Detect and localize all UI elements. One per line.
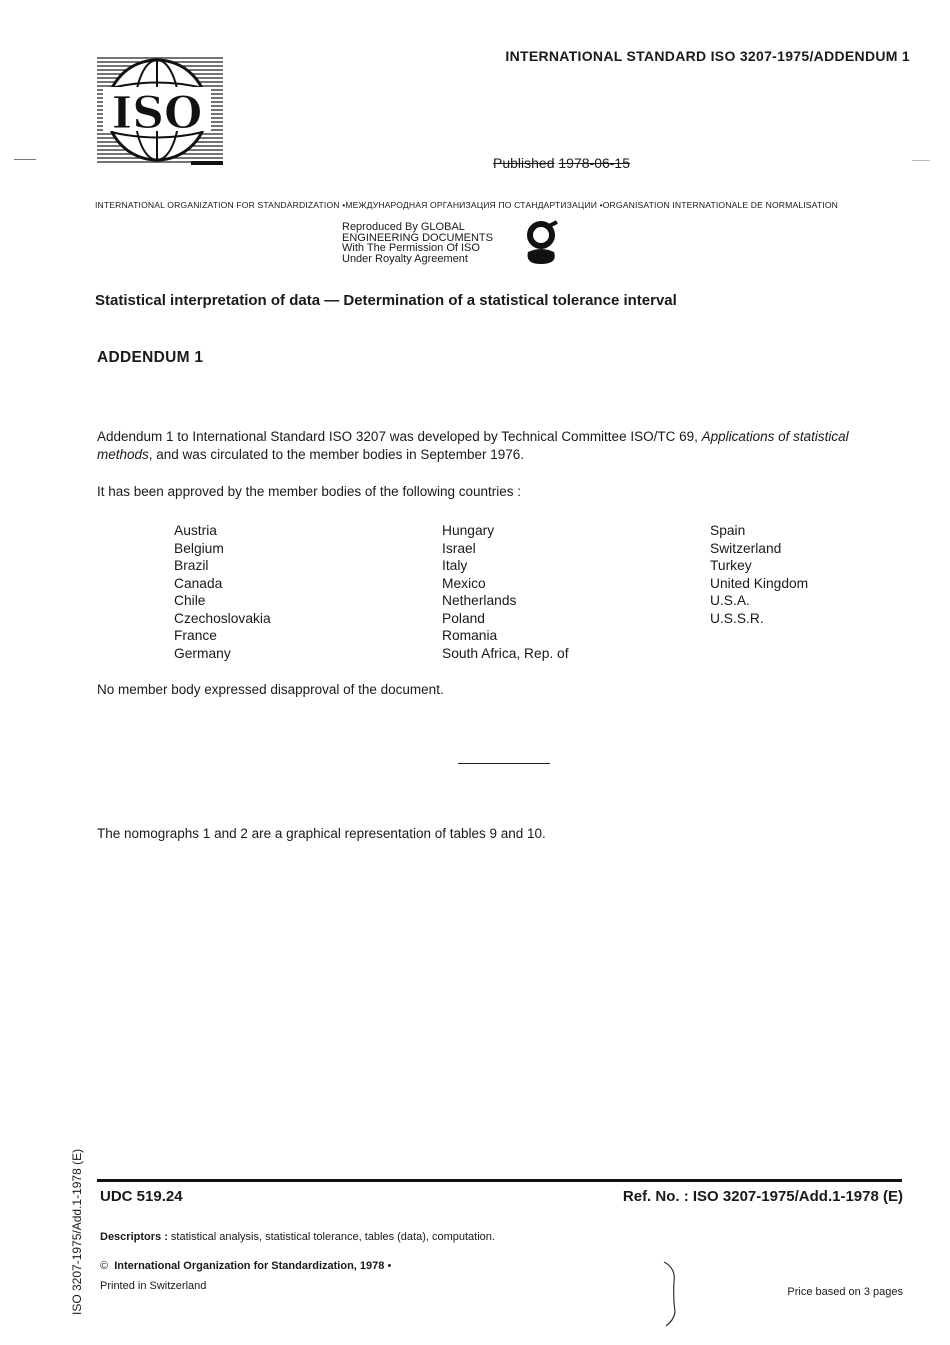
printed-location: Printed in Switzerland bbox=[100, 1280, 207, 1292]
country-item: Switzerland bbox=[710, 540, 782, 556]
country-item: Mexico bbox=[442, 575, 486, 591]
nomographs-statement: The nomographs 1 and 2 are a graphical representation of tables 9 and 10. bbox=[97, 826, 546, 841]
intro-text: Addendum 1 to International Standard ISO 3207 was developed by Technical Committee ISO/TC 69, bbox=[97, 429, 702, 444]
price-note: Price based on 3 pages bbox=[787, 1286, 903, 1298]
addendum-heading: ADDENDUM 1 bbox=[97, 349, 204, 366]
descriptors-text: statistical analysis, statistical tolerance, tables (data), computation. bbox=[170, 1231, 495, 1243]
global-g-logo-icon bbox=[522, 220, 560, 268]
country-item: Netherlands bbox=[442, 593, 517, 608]
country-item: U.S.S.R. bbox=[710, 610, 764, 626]
published-date bbox=[493, 155, 630, 171]
country-item: Brazil bbox=[174, 558, 209, 573]
country-item: Austria bbox=[174, 523, 217, 538]
margin-mark bbox=[14, 159, 36, 160]
margin-mark bbox=[912, 160, 930, 161]
udc-number: UDC 519.24 bbox=[100, 1188, 183, 1205]
country-item: Hungary bbox=[442, 523, 495, 538]
approval-statement: It has been approved by the member bodies of the following countries : bbox=[97, 484, 522, 499]
side-reference: ISO 3207-1975/Add.1-1978 (E) bbox=[70, 1148, 84, 1315]
country-item: Israel bbox=[442, 540, 476, 556]
reference-number: Ref. No. : ISO 3207-1975/Add.1-1978 (E) bbox=[622, 1188, 903, 1205]
section-divider bbox=[458, 763, 550, 764]
document-title: Statistical interpretation of data — Determination of a statistical tolerance interval bbox=[95, 292, 677, 309]
country-item: France bbox=[174, 628, 217, 643]
country-column-3 bbox=[710, 522, 808, 627]
copyright-text: International Organization for Standardization, 1978 bbox=[114, 1260, 385, 1272]
iso-logo-text: ISO bbox=[111, 88, 203, 139]
footer-rule bbox=[97, 1179, 902, 1182]
reproduction-line: With The Permission Of ISO bbox=[342, 242, 480, 254]
intro-italic: Applications of statistical methods bbox=[97, 429, 849, 462]
country-item: Canada bbox=[174, 575, 223, 591]
country-column-2 bbox=[442, 522, 569, 662]
descriptors-label: Descriptors : bbox=[100, 1231, 168, 1243]
published-value: 1978-06-15 bbox=[558, 155, 631, 171]
reproduction-notice bbox=[342, 222, 493, 264]
country-item: Italy bbox=[442, 558, 468, 573]
published-label: Published bbox=[493, 155, 555, 171]
standard-title: INTERNATIONAL STANDARD ISO 3207-1975/ADDENDUM 1 bbox=[505, 48, 910, 64]
handwritten-bracket-mark bbox=[660, 1258, 682, 1328]
country-item: United Kingdom bbox=[710, 575, 809, 591]
disapproval-statement: No member body expressed disapproval of the document. bbox=[97, 682, 444, 697]
country-item: Spain bbox=[710, 523, 746, 538]
country-item: Germany bbox=[174, 645, 231, 661]
copyright-icon: © bbox=[100, 1260, 109, 1272]
country-item: Czechoslovakia bbox=[174, 610, 271, 626]
country-item: Chile bbox=[174, 593, 206, 608]
organization-line: INTERNATIONAL ORGANIZATION FOR STANDARDIZATION •МЕЖДУНАРОДНАЯ ОРГАНИЗАЦИЯ ПО СТАНДАРТИЗАЦИИ •ORGANISATION INTERNATIONALE DE NORMALISATION bbox=[95, 200, 839, 210]
country-item: Turkey bbox=[710, 558, 752, 573]
reproduction-line: Under Royalty Agreement bbox=[342, 252, 468, 265]
bullet-icon: • bbox=[387, 1260, 392, 1272]
country-item: U.S.A. bbox=[710, 593, 750, 608]
country-column-1 bbox=[174, 522, 271, 662]
intro-paragraph bbox=[97, 428, 907, 464]
country-item: Romania bbox=[442, 628, 498, 643]
country-item: Belgium bbox=[174, 540, 224, 556]
country-item: Poland bbox=[442, 610, 485, 626]
reproduction-line: ENGINEERING DOCUMENTS bbox=[342, 231, 493, 244]
reproduction-line: Reproduced By GLOBAL bbox=[342, 221, 465, 233]
iso-logo bbox=[95, 55, 225, 170]
copyright-notice bbox=[100, 1260, 391, 1272]
intro-text-end: , and was circulated to the member bodies in September 1976. bbox=[148, 447, 524, 462]
country-item: South Africa, Rep. of bbox=[442, 645, 569, 661]
descriptors bbox=[100, 1231, 495, 1243]
